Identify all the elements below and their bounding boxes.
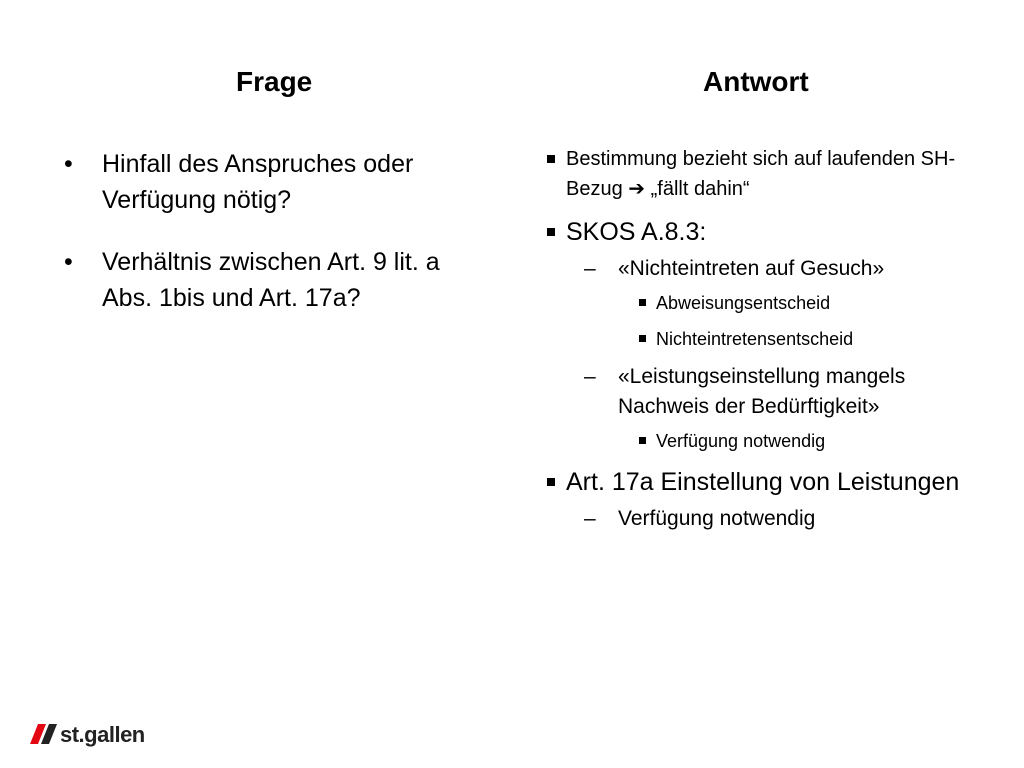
antwort-item-bestimmung [544, 144, 984, 204]
antwort-item-text: SKOS A.8.3: [566, 218, 707, 246]
antwort-item-text: Art. 17a Einstellung von Leistungen [566, 468, 960, 496]
square-bullet-icon [639, 437, 646, 444]
antwort-item-art17a [544, 464, 984, 500]
antwort-subitem-leistungseinstellung [544, 362, 984, 422]
logo-stripes-icon [30, 724, 60, 744]
square-bullet-icon [547, 478, 555, 486]
dash-bullet-icon: – [584, 507, 596, 530]
square-bullet-icon [547, 155, 555, 163]
frage-list [60, 146, 480, 342]
frage-item-1 [60, 146, 480, 218]
antwort-item-text: Bestimmung bezieht sich auf laufenden SH-Bezug [566, 148, 956, 200]
antwort-subsubitem-verfuegung [544, 428, 984, 454]
frage-item-2 [60, 244, 480, 316]
bullet-icon: • [64, 150, 73, 178]
antwort-subsubitem-nichteintretensentscheid [544, 326, 984, 352]
square-bullet-icon [639, 335, 646, 342]
square-bullet-icon [639, 299, 646, 306]
bullet-icon: • [64, 248, 73, 276]
dash-bullet-icon: – [584, 257, 596, 280]
antwort-subitem-verfuegung [544, 504, 984, 534]
antwort-subsubitem-text: Verfügung notwendig [656, 431, 826, 451]
antwort-item-skos [544, 214, 984, 250]
antwort-item-text-suffix: „fällt dahin“ [650, 178, 750, 200]
square-bullet-icon [547, 228, 555, 236]
arrow-right-icon: ➔ [628, 178, 646, 200]
dash-bullet-icon: – [584, 365, 596, 388]
antwort-subsubitem-text: Nichteintretensentscheid [656, 329, 854, 349]
antwort-subsubitem-abweisung [544, 290, 984, 316]
frage-item-text: Hinfall des Anspruches oder Verfügung nötig? [102, 150, 414, 214]
frage-heading: Frage [236, 66, 313, 97]
logo-text: st.gallen [60, 722, 145, 747]
st-gallen-logo [30, 718, 150, 754]
antwort-subitem-text: «Nichteintreten auf Gesuch» [618, 257, 885, 280]
antwort-subitem-text: Verfügung notwendig [618, 507, 816, 530]
antwort-heading: Antwort [703, 66, 809, 97]
antwort-list [544, 144, 984, 540]
antwort-subitem-nichteintreten [544, 254, 984, 284]
frage-item-text: Verhältnis zwischen Art. 9 lit. a Abs. 1bis und Art. 17a? [102, 248, 440, 312]
antwort-subitem-text: «Leistungseinstellung mangels Nachweis der Bedürftigkeit» [618, 365, 906, 418]
antwort-subsubitem-text: Abweisungsentscheid [656, 293, 831, 313]
